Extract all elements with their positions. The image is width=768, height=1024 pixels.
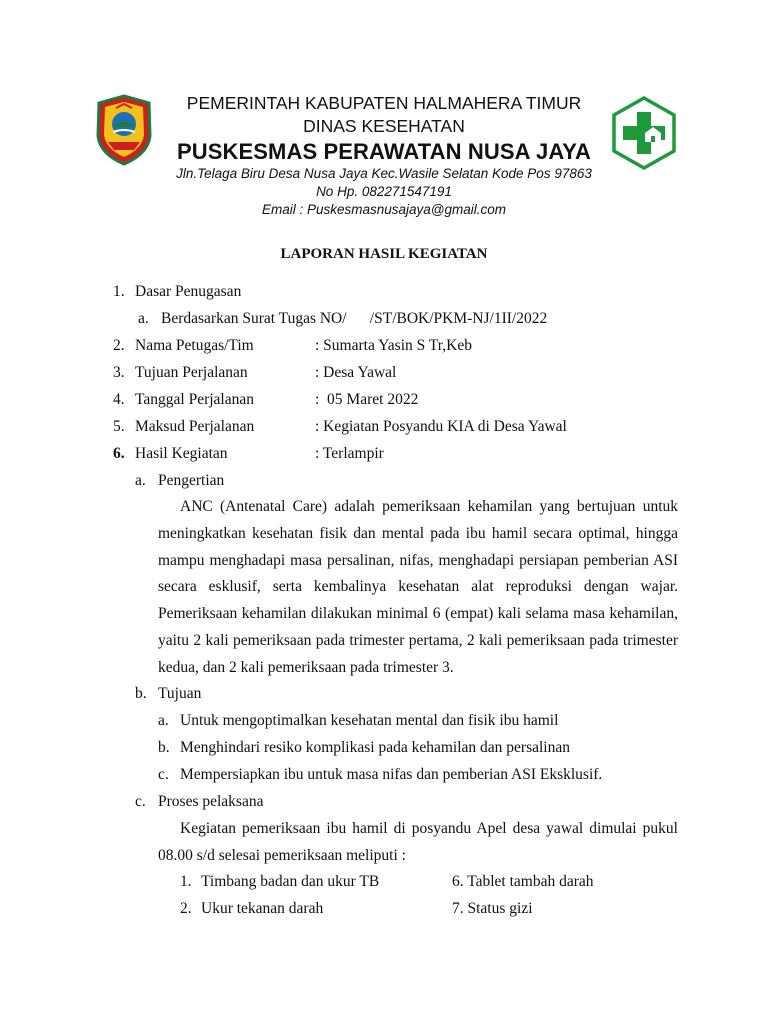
paragraph-line: meningkatkan kesehatan fisik dan mental pada ibu hamil secara optimal, hingga (158, 524, 678, 542)
list-number: 1. (180, 873, 192, 890)
letterhead-email: Email : Puskesmasnusajaya@gmail.com (261, 202, 507, 217)
tujuan-item: Mempersiapkan ibu untuk masa nifas dan pemberian ASI Eksklusif. (180, 766, 603, 783)
paragraph-line: ANC (Antenatal Care) adalah pemeriksaan kehamilan yang bertujuan untuk (180, 498, 678, 515)
item-label: Tujuan Perjalanan (135, 364, 248, 381)
item-number: 2. (113, 337, 125, 354)
paragraph-line: secara esklusif, serta kembalinya kesehatan alat reproduksi dengan wajar. (158, 578, 678, 596)
item-value: : Kegiatan Posyandu KIA di Desa Yawal (315, 418, 567, 435)
item-number: 3. (113, 364, 125, 381)
proses-list-item: Ukur tekanan darah (201, 900, 324, 917)
item-number: 5. (113, 418, 125, 435)
item-label: Hasil Kegiatan (135, 445, 228, 462)
section-letter: c. (135, 793, 146, 810)
list-number: 2. (180, 900, 192, 917)
item-value: : Terlampir (315, 445, 384, 462)
item-number: 4. (113, 391, 125, 408)
paragraph-line: yaitu 2 kali pemeriksaan pada trimester pertama, 2 kali pemeriksaan pada trimester (158, 631, 678, 649)
item-number: 1. (113, 283, 125, 300)
item-number: 6. (113, 445, 125, 462)
proses-list-item: 7. Status gizi (452, 900, 533, 917)
paragraph-line: 08.00 s/d selesai pemeriksaan meliputi : (158, 846, 406, 864)
list-letter: c. (158, 766, 169, 783)
item-label: Dasar Penugasan (135, 283, 242, 300)
report-title: LAPORAN HASIL KEGIATAN (280, 246, 488, 262)
paragraph-line: Pemeriksaan kehamilan dilakukan minimal 6 (empat) kali selama masa kehamilan, (158, 605, 678, 623)
section-heading-tujuan: Tujuan (158, 685, 202, 702)
letterhead-phone: No Hp. 082271547191 (316, 184, 452, 199)
list-letter: b. (158, 739, 170, 756)
item-label: Maksud Perjalanan (135, 418, 255, 435)
letterhead-institution: PUSKESMAS PERAWATAN NUSA JAYA (176, 139, 592, 164)
paragraph-line: kedua, dan 2 kali pemeriksaan pada trimester 3. (158, 658, 454, 676)
section-heading-pengertian: Pengertian (158, 472, 225, 489)
pengertian-paragraph (158, 498, 678, 686)
paragraph-line: mampu menghadapi masa persalinan, nifas, menghadapi persiapan pemberian ASI (158, 551, 678, 569)
item-value: : Desa Yawal (315, 364, 397, 381)
letterhead-address: Jln.Telaga Biru Desa Nusa Jaya Kec.Wasile Selatan Kode Pos 97863 (176, 166, 592, 181)
section-letter: b. (135, 685, 147, 702)
item-value: : Sumarta Yasin S Tr,Keb (315, 337, 472, 354)
list-letter: a. (158, 712, 169, 729)
item-label: Nama Petugas/Tim (135, 337, 254, 354)
item-value: : 05 Maret 2022 (315, 391, 419, 408)
basis-text: Berdasarkan Surat Tugas NO/ /ST/BOK/PKM-NJ/1II/2022 (161, 310, 548, 327)
basis-letter: a. (138, 310, 149, 327)
section-heading-proses: Proses pelaksana (158, 793, 264, 810)
letterhead-department: DINAS KESEHATAN (303, 116, 465, 136)
item-label: Tanggal Perjalanan (135, 391, 254, 408)
tujuan-item: Untuk mengoptimalkan kesehatan mental dan fisik ibu hamil (180, 712, 559, 729)
paragraph-line: Kegiatan pemeriksaan ibu hamil di posyandu Apel desa yawal dimulai pukul (180, 820, 678, 837)
proses-list-item: Timbang badan dan ukur TB (201, 873, 380, 890)
proses-paragraph (158, 820, 678, 874)
tujuan-item: Menghindari resiko komplikasi pada kehamilan dan persalinan (180, 739, 570, 756)
proses-list-item: 6. Tablet tambah darah (452, 873, 594, 890)
section-letter: a. (135, 472, 146, 489)
letterhead-government: PEMERINTAH KABUPATEN HALMAHERA TIMUR (186, 93, 582, 113)
